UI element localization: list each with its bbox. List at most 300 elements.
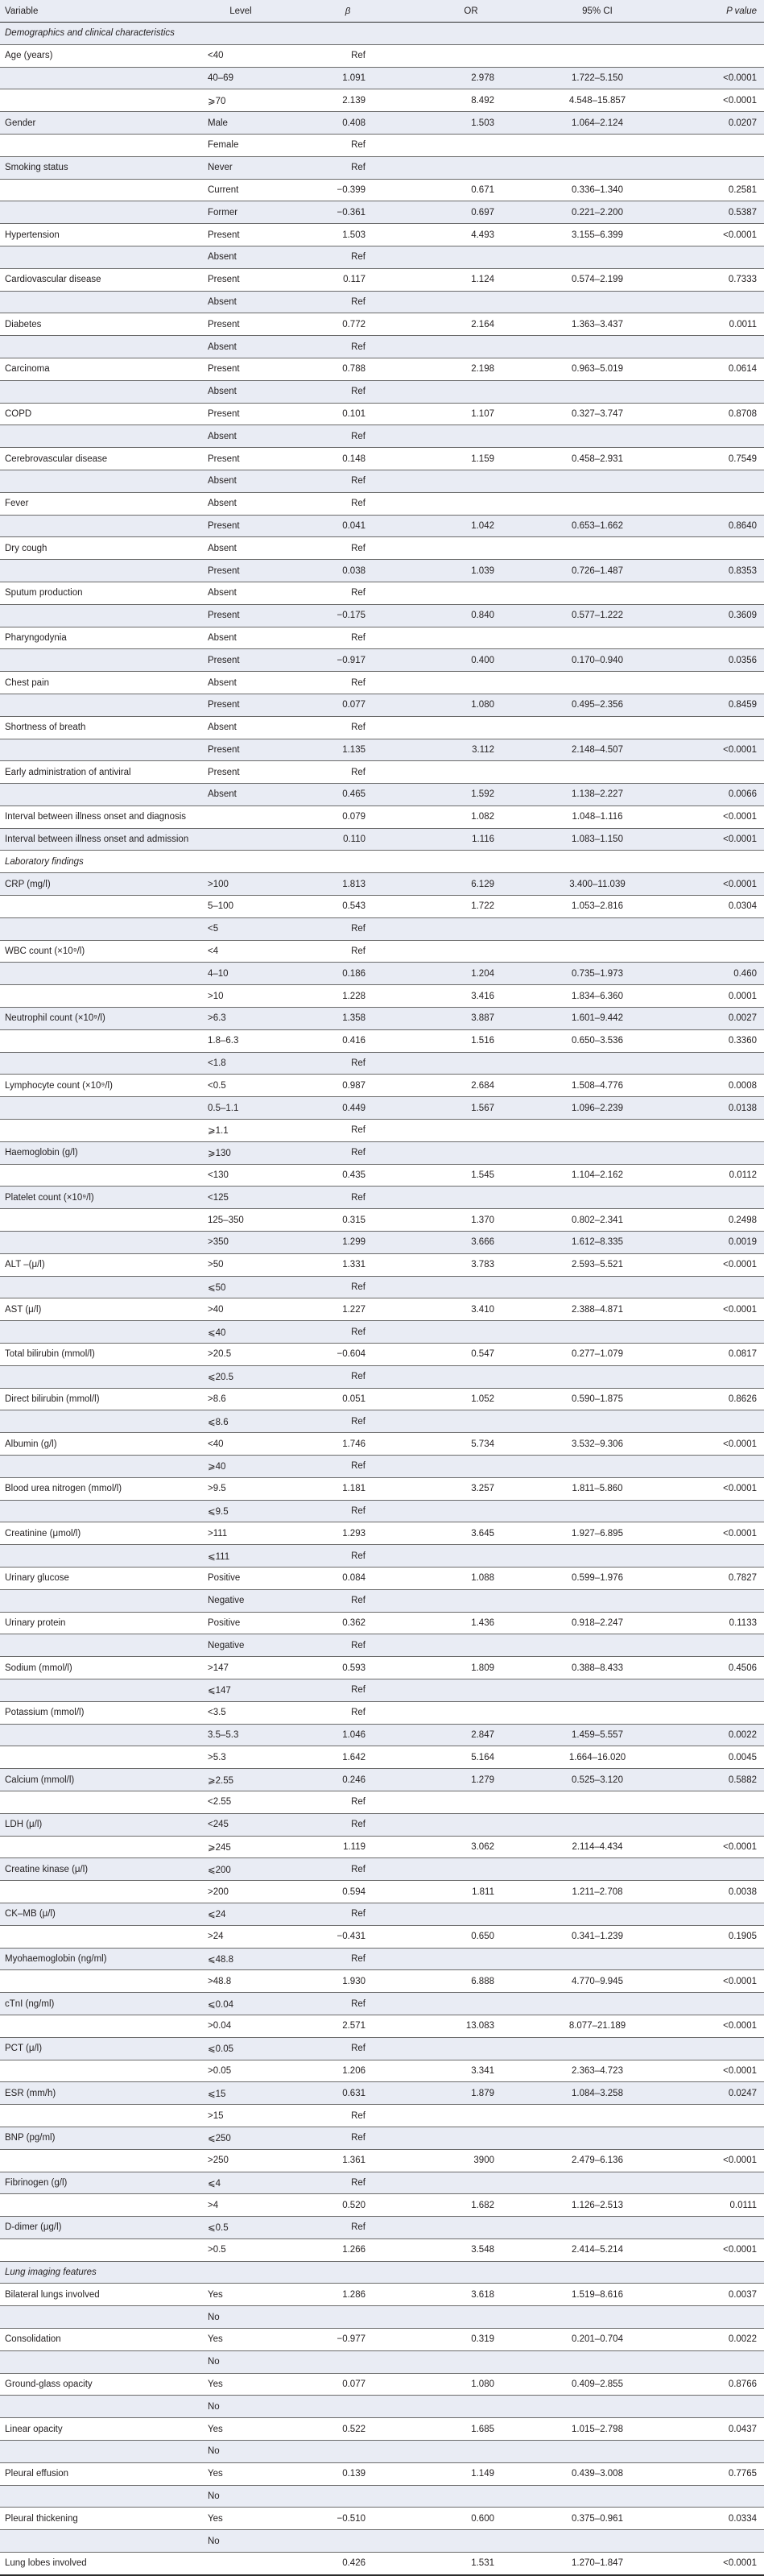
- cell-or: 1.531: [415, 2553, 527, 2575]
- cell-p-value: [668, 1993, 764, 2015]
- cell-beta: Ref: [280, 1141, 415, 1164]
- cell-or: [415, 44, 527, 67]
- table-row: [0, 134, 764, 156]
- table-row: [0, 761, 764, 784]
- cell-beta: 0.987: [280, 1075, 415, 1097]
- cell-or: 1.516: [415, 1029, 527, 1052]
- cell-beta: −0.510: [280, 2508, 415, 2530]
- cell-or: [415, 156, 527, 179]
- cell-level: Absent: [201, 291, 280, 313]
- cell-or: [415, 2396, 527, 2418]
- table-row: [0, 1567, 764, 1589]
- cell-ci: 0.574–2.199: [527, 268, 668, 291]
- cell-p-value: [668, 1365, 764, 1388]
- cell-or: 1.204: [415, 963, 527, 985]
- cell-ci: [527, 1701, 668, 1724]
- cell-or: [415, 1410, 527, 1433]
- cell-variable: [0, 1679, 201, 1701]
- cell-beta: 1.286: [280, 2284, 415, 2306]
- cell-p-value: 0.0022: [668, 2329, 764, 2351]
- table-row: [0, 2462, 764, 2485]
- cell-or: [415, 917, 527, 940]
- cell-or: 3.257: [415, 1477, 527, 1500]
- cell-p-value: [668, 246, 764, 268]
- cell-beta: Ref: [280, 1589, 415, 1612]
- cell-p-value: 0.0138: [668, 1097, 764, 1120]
- cell-variable: [0, 134, 201, 156]
- cell-level: ⩾70: [201, 89, 280, 112]
- cell-ci: [527, 1903, 668, 1925]
- cell-or: 3.112: [415, 739, 527, 761]
- table-row: [0, 1522, 764, 1545]
- header-level: Level: [201, 0, 280, 23]
- table-row: [0, 1029, 764, 1052]
- cell-p-value: <0.0001: [668, 873, 764, 896]
- cell-level: [201, 806, 280, 828]
- cell-variable: Hypertension: [0, 224, 201, 246]
- cell-beta: 1.642: [280, 1746, 415, 1769]
- cell-level: <3.5: [201, 1701, 280, 1724]
- cell-level: Present: [201, 268, 280, 291]
- cell-or: [415, 1813, 527, 1836]
- cell-beta: 0.408: [280, 112, 415, 135]
- cell-level: ⩽50: [201, 1276, 280, 1298]
- cell-level: >10: [201, 985, 280, 1008]
- cell-p-value: 0.0038: [668, 1881, 764, 1903]
- cell-p-value: 0.8766: [668, 2373, 764, 2396]
- cell-level: Never: [201, 156, 280, 179]
- cell-variable: [0, 1836, 201, 1858]
- cell-variable: [0, 2350, 201, 2373]
- cell-or: 3.416: [415, 985, 527, 1008]
- cell-or: [415, 537, 527, 560]
- cell-ci: 0.221–2.200: [527, 201, 668, 224]
- cell-beta: −0.431: [280, 1925, 415, 1948]
- cell-variable: Fever: [0, 492, 201, 515]
- cell-p-value: 0.0019: [668, 1232, 764, 1254]
- cell-or: [415, 1903, 527, 1925]
- table-row: [0, 2485, 764, 2508]
- cell-variable: Diabetes: [0, 313, 201, 336]
- cell-ci: 0.388–8.433: [527, 1657, 668, 1679]
- cell-p-value: 0.8353: [668, 560, 764, 582]
- cell-p-value: [668, 917, 764, 940]
- cell-p-value: 0.1905: [668, 1925, 764, 1948]
- cell-ci: [527, 156, 668, 179]
- cell-or: 2.684: [415, 1075, 527, 1097]
- cell-beta: Ref: [280, 1993, 415, 2015]
- cell-p-value: [668, 2396, 764, 2418]
- cell-variable: Fibrinogen (g/l): [0, 2172, 201, 2194]
- cell-ci: [527, 2441, 668, 2463]
- cell-p-value: 0.7333: [668, 268, 764, 291]
- cell-beta: −0.977: [280, 2329, 415, 2351]
- cell-p-value: 0.3360: [668, 1029, 764, 1052]
- cell-variable: Interval between illness onset and admission: [0, 828, 201, 851]
- cell-ci: 1.048–1.116: [527, 806, 668, 828]
- cell-ci: 0.495–2.356: [527, 694, 668, 716]
- cell-beta: 0.594: [280, 1881, 415, 1903]
- table-row: [0, 1388, 764, 1410]
- cell-level: <130: [201, 1164, 280, 1187]
- cell-variable: Sodium (mmol/l): [0, 1657, 201, 1679]
- cell-variable: [0, 1456, 201, 1478]
- cell-variable: [0, 2306, 201, 2329]
- cell-level: Present: [201, 448, 280, 470]
- table-row: [0, 1120, 764, 1142]
- cell-p-value: <0.0001: [668, 89, 764, 112]
- cell-or: 3.666: [415, 1232, 527, 1254]
- cell-or: [415, 1858, 527, 1881]
- cell-or: [415, 492, 527, 515]
- cell-or: 1.436: [415, 1612, 527, 1634]
- cell-beta: [280, 2441, 415, 2463]
- cell-or: 5.164: [415, 1746, 527, 1769]
- cell-ci: 0.409–2.855: [527, 2373, 668, 2396]
- cell-p-value: [668, 1634, 764, 1657]
- cell-p-value: [668, 2306, 764, 2329]
- cell-variable: [0, 784, 201, 806]
- cell-level: ⩾130: [201, 1141, 280, 1164]
- cell-ci: 0.653–1.662: [527, 515, 668, 537]
- cell-level: [201, 828, 280, 851]
- cell-level: 5–100: [201, 896, 280, 918]
- cell-ci: 0.650–3.536: [527, 1029, 668, 1052]
- table-row: [0, 1276, 764, 1298]
- cell-variable: [0, 1276, 201, 1298]
- table-row: [0, 1545, 764, 1568]
- table-row: [0, 112, 764, 135]
- cell-level: ⩽250: [201, 2127, 280, 2149]
- cell-beta: Ref: [280, 1858, 415, 1881]
- cell-p-value: 0.7549: [668, 448, 764, 470]
- cell-p-value: 0.7827: [668, 1567, 764, 1589]
- cell-p-value: 0.0112: [668, 1164, 764, 1187]
- cell-p-value: [668, 1141, 764, 1164]
- cell-ci: 1.508–4.776: [527, 1075, 668, 1097]
- cell-ci: 1.211–2.708: [527, 1881, 668, 1903]
- cell-level: Absent: [201, 582, 280, 604]
- cell-ci: 1.363–3.437: [527, 313, 668, 336]
- cell-level: Present: [201, 649, 280, 672]
- table-row: [0, 940, 764, 963]
- cell-or: [415, 940, 527, 963]
- cell-ci: [527, 1187, 668, 1209]
- table-row: [0, 537, 764, 560]
- cell-beta: [280, 2306, 415, 2329]
- cell-ci: [527, 716, 668, 739]
- cell-variable: Bilateral lungs involved: [0, 2284, 201, 2306]
- cell-p-value: [668, 2105, 764, 2127]
- cell-beta: −0.399: [280, 179, 415, 201]
- table-row: [0, 1477, 764, 1500]
- cell-or: 1.879: [415, 2082, 527, 2105]
- cell-level: Absent: [201, 246, 280, 268]
- cell-beta: 0.041: [280, 515, 415, 537]
- cell-p-value: [668, 1679, 764, 1701]
- cell-p-value: [668, 2037, 764, 2060]
- cell-ci: 1.601–9.442: [527, 1008, 668, 1030]
- cell-level: Present: [201, 739, 280, 761]
- cell-p-value: [668, 627, 764, 649]
- cell-level: Absent: [201, 336, 280, 358]
- cell-ci: [527, 1545, 668, 1568]
- cell-p-value: [668, 1410, 764, 1433]
- cell-or: [415, 672, 527, 694]
- cell-ci: [527, 1456, 668, 1478]
- cell-beta: Ref: [280, 2217, 415, 2239]
- cell-p-value: [668, 582, 764, 604]
- cell-beta: Ref: [280, 492, 415, 515]
- cell-variable: Creatinine (μmol/l): [0, 1522, 201, 1545]
- cell-p-value: <0.0001: [668, 2149, 764, 2172]
- table-row: [0, 1164, 764, 1187]
- cell-variable: [0, 1097, 201, 1120]
- table-row: [0, 291, 764, 313]
- cell-level: ⩽0.04: [201, 1993, 280, 2015]
- cell-beta: Ref: [280, 2105, 415, 2127]
- cell-ci: 1.126–2.513: [527, 2194, 668, 2217]
- cell-ci: 0.375–0.961: [527, 2508, 668, 2530]
- table-row: [0, 1993, 764, 2015]
- table-row: [0, 1948, 764, 1970]
- header-beta: β: [280, 0, 415, 23]
- cell-variable: [0, 2441, 201, 2463]
- cell-level: >24: [201, 1925, 280, 1948]
- cell-or: 1.149: [415, 2462, 527, 2485]
- table-row: [0, 739, 764, 761]
- cell-beta: Ref: [280, 1321, 415, 1344]
- cell-level: No: [201, 2396, 280, 2418]
- table-row: [0, 201, 764, 224]
- cell-variable: [0, 2194, 201, 2217]
- cell-ci: [527, 1858, 668, 1881]
- cell-or: [415, 2485, 527, 2508]
- cell-beta: 1.181: [280, 1477, 415, 1500]
- cell-or: [415, 716, 527, 739]
- cell-beta: Ref: [280, 2037, 415, 2060]
- cell-level: <1.8: [201, 1052, 280, 1075]
- cell-beta: Ref: [280, 470, 415, 492]
- cell-beta: Ref: [280, 1903, 415, 1925]
- cell-beta: Ref: [280, 291, 415, 313]
- cell-p-value: [668, 425, 764, 448]
- cell-ci: 1.834–6.360: [527, 985, 668, 1008]
- table-row: [0, 1589, 764, 1612]
- cell-level: >50: [201, 1253, 280, 1276]
- cell-or: 1.088: [415, 1567, 527, 1589]
- section-row: [0, 2261, 764, 2284]
- cell-beta: 1.206: [280, 2060, 415, 2082]
- cell-level: >0.5: [201, 2238, 280, 2261]
- cell-p-value: 0.5387: [668, 201, 764, 224]
- cell-ci: 0.458–2.931: [527, 448, 668, 470]
- cell-p-value: [668, 1187, 764, 1209]
- cell-beta: 2.571: [280, 2015, 415, 2037]
- cell-level: Absent: [201, 470, 280, 492]
- cell-p-value: [668, 1500, 764, 1522]
- cell-variable: LDH (μ/l): [0, 1813, 201, 1836]
- table-row: [0, 492, 764, 515]
- cell-variable: Creatine kinase (μ/l): [0, 1858, 201, 1881]
- cell-p-value: <0.0001: [668, 2060, 764, 2082]
- cell-or: [415, 2217, 527, 2239]
- cell-ci: 1.722–5.150: [527, 67, 668, 89]
- cell-level: ⩽0.5: [201, 2217, 280, 2239]
- cell-variable: Total bilirubin (mmol/l): [0, 1344, 201, 1366]
- cell-or: 1.116: [415, 828, 527, 851]
- cell-ci: 1.015–2.798: [527, 2418, 668, 2441]
- cell-beta: 1.227: [280, 1298, 415, 1321]
- cell-level: Present: [201, 358, 280, 380]
- cell-variable: [0, 425, 201, 448]
- cell-variable: Consolidation: [0, 2329, 201, 2351]
- cell-beta: Ref: [280, 1813, 415, 1836]
- table-row: [0, 2238, 764, 2261]
- cell-variable: [0, 1791, 201, 1813]
- cell-beta: 0.465: [280, 784, 415, 806]
- table-row: [0, 224, 764, 246]
- cell-p-value: 0.0045: [668, 1746, 764, 1769]
- table-row: [0, 2060, 764, 2082]
- cell-ci: [527, 1679, 668, 1701]
- cell-ci: 0.577–1.222: [527, 604, 668, 627]
- cell-ci: [527, 1276, 668, 1298]
- cell-level: >6.3: [201, 1008, 280, 1030]
- cell-ci: 1.270–1.847: [527, 2553, 668, 2575]
- cell-variable: [0, 1925, 201, 1948]
- cell-beta: Ref: [280, 1545, 415, 1568]
- cell-beta: Ref: [280, 1634, 415, 1657]
- cell-ci: [527, 1948, 668, 1970]
- cell-beta: Ref: [280, 1948, 415, 1970]
- cell-or: [415, 2127, 527, 2149]
- cell-ci: 1.664–16.020: [527, 1746, 668, 1769]
- cell-ci: 8.077–21.189: [527, 2015, 668, 2037]
- cell-or: 2.847: [415, 1724, 527, 1746]
- cell-level: Yes: [201, 2329, 280, 2351]
- cell-variable: Pharyngodynia: [0, 627, 201, 649]
- cell-p-value: 0.0356: [668, 649, 764, 672]
- table-row: [0, 560, 764, 582]
- cell-beta: 0.084: [280, 1567, 415, 1589]
- cell-level: Current: [201, 179, 280, 201]
- cell-level: No: [201, 2530, 280, 2553]
- cell-beta: 0.110: [280, 828, 415, 851]
- cell-or: [415, 2306, 527, 2329]
- table-row: [0, 1433, 764, 1456]
- cell-or: [415, 1500, 527, 1522]
- header-p-value: P value: [668, 0, 764, 23]
- cell-level: ⩽20.5: [201, 1365, 280, 1388]
- table-row: [0, 358, 764, 380]
- cell-level: 4–10: [201, 963, 280, 985]
- cell-or: 13.083: [415, 2015, 527, 2037]
- table-row: [0, 1456, 764, 1478]
- cell-or: [415, 1791, 527, 1813]
- cell-p-value: <0.0001: [668, 2553, 764, 2575]
- cell-beta: Ref: [280, 44, 415, 67]
- table-row: [0, 1657, 764, 1679]
- cell-or: [415, 1993, 527, 2015]
- cell-level: 0.5–1.1: [201, 1097, 280, 1120]
- cell-variable: [0, 2396, 201, 2418]
- cell-ci: [527, 537, 668, 560]
- cell-beta: Ref: [280, 1276, 415, 1298]
- cell-variable: [0, 2238, 201, 2261]
- cell-p-value: <0.0001: [668, 2238, 764, 2261]
- cell-ci: 1.084–3.258: [527, 2082, 668, 2105]
- cell-variable: [0, 649, 201, 672]
- table-row: [0, 1724, 764, 1746]
- cell-ci: 0.327–3.747: [527, 403, 668, 425]
- cell-level: >9.5: [201, 1477, 280, 1500]
- cell-beta: Ref: [280, 134, 415, 156]
- table-row: [0, 470, 764, 492]
- table-row: [0, 2329, 764, 2351]
- cell-ci: 0.201–0.704: [527, 2329, 668, 2351]
- cell-variable: [0, 1589, 201, 1612]
- cell-variable: PCT (μ/l): [0, 2037, 201, 2060]
- cell-variable: [0, 1232, 201, 1254]
- cell-or: 2.198: [415, 358, 527, 380]
- cell-p-value: [668, 2441, 764, 2463]
- table-row: [0, 649, 764, 672]
- table-row: [0, 1075, 764, 1097]
- table-row: [0, 425, 764, 448]
- cell-p-value: 0.0334: [668, 2508, 764, 2530]
- cell-level: ⩽15: [201, 2082, 280, 2105]
- header-ci: 95% CI: [527, 0, 668, 23]
- cell-variable: [0, 1164, 201, 1187]
- cell-variable: Shortness of breath: [0, 716, 201, 739]
- cell-variable: [0, 1365, 201, 1388]
- cell-or: [415, 1948, 527, 1970]
- table-row: [0, 2396, 764, 2418]
- cell-p-value: <0.0001: [668, 828, 764, 851]
- cell-or: 1.080: [415, 694, 527, 716]
- cell-ci: [527, 470, 668, 492]
- table-row: [0, 917, 764, 940]
- cell-level: Present: [201, 515, 280, 537]
- cell-or: 5.734: [415, 1433, 527, 1456]
- cell-level: Absent: [201, 627, 280, 649]
- cell-beta: Ref: [280, 940, 415, 963]
- cell-beta: 0.117: [280, 268, 415, 291]
- cell-or: 1.545: [415, 1164, 527, 1187]
- cell-variable: ESR (mm/h): [0, 2082, 201, 2105]
- cell-or: [415, 1701, 527, 1724]
- cell-variable: [0, 985, 201, 1008]
- cell-p-value: <0.0001: [668, 1522, 764, 1545]
- cell-ci: 0.525–3.120: [527, 1769, 668, 1791]
- cell-ci: [527, 672, 668, 694]
- cell-or: 1.722: [415, 896, 527, 918]
- cell-level: No: [201, 2441, 280, 2463]
- cell-p-value: 0.0022: [668, 1724, 764, 1746]
- cell-variable: Smoking status: [0, 156, 201, 179]
- cell-variable: [0, 896, 201, 918]
- table-row: [0, 2441, 764, 2463]
- cell-beta: [280, 2396, 415, 2418]
- cell-ci: [527, 425, 668, 448]
- table-row: [0, 336, 764, 358]
- cell-or: 3.783: [415, 1253, 527, 1276]
- cell-or: 1.682: [415, 2194, 527, 2217]
- cell-level: Present: [201, 694, 280, 716]
- cell-beta: −0.604: [280, 1344, 415, 1366]
- cell-variable: COPD: [0, 403, 201, 425]
